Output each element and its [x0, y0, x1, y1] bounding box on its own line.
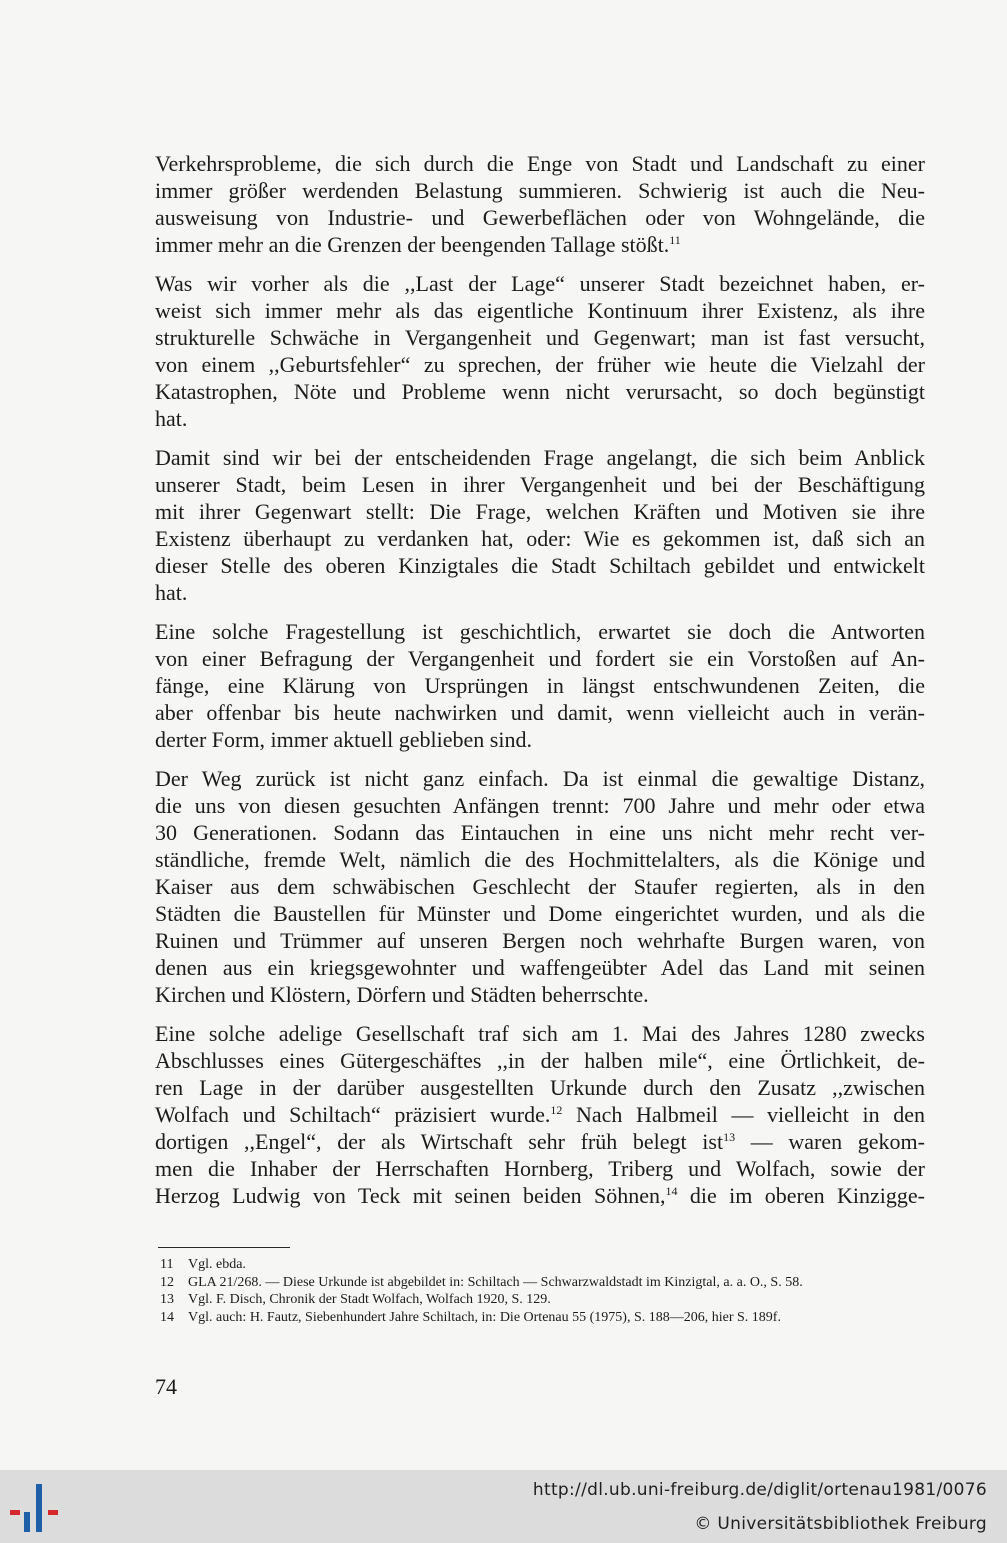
text-segment: Nach Halbmeil — vielleicht in den: [562, 1102, 925, 1127]
text-line: [155, 1182, 925, 1209]
footnote-text: Vgl. F. Disch, Chronik der Stadt Wolfach, Wolfach 1920, S. 129.: [188, 1292, 551, 1307]
paragraph-5: [155, 765, 925, 1008]
text-line: Katastrophen, Nöte und Probleme wenn nicht verursacht, so doch begünstigt: [155, 379, 925, 404]
page-number: 74: [155, 1374, 177, 1399]
text-line: die uns von diesen gesuchten Anfängen trennt: 700 Jahre und mehr oder etwa: [155, 793, 925, 818]
footer-copyright: © Universitätsbibliothek Freiburg: [694, 1514, 987, 1534]
text-line: [155, 1128, 925, 1155]
footnote-reference: 11: [669, 233, 681, 247]
text-line: Eine solche adelige Gesellschaft traf sich am 1. Mai des Jahres 1280 zwecks: [155, 1021, 925, 1046]
text-line: dieser Stelle des oberen Kinzigtales die Stadt Schiltach gebildet und entwickelt: [155, 553, 925, 578]
paragraph-4: [155, 618, 925, 753]
text-line: Eine solche Fragestellung ist geschichtlich, erwartet sie doch die Antworten: [155, 619, 925, 644]
text-segment: die im oberen Kinzigge-: [677, 1183, 925, 1208]
text-line: Städten die Baustellen für Münster und Dome eingerichtet wurden, und als die: [155, 901, 925, 926]
text-line: Kirchen und Klöstern, Dörfern und Städten beherrschte.: [155, 982, 649, 1007]
text-line: Was wir vorher als die ,,Last der Lage“ unserer Stadt bezeichnet haben, er-: [155, 271, 925, 296]
text-line: hat.: [155, 580, 188, 605]
text-line: fänge, eine Klärung von Ursprüngen in längst entschwundenen Zeiten, die: [155, 673, 925, 698]
text-line: immer größer werdenden Belastung summieren. Schwierig ist auch die Neu-: [155, 178, 925, 203]
footnote-reference: 13: [723, 1130, 736, 1144]
footnote-text: Vgl. auch: H. Fautz, Siebenhundert Jahre Schiltach, in: Die Ortenau 55 (1975), S. 188—206, hier S. 189f.: [188, 1309, 781, 1325]
footnote-text: GLA 21/268. — Diese Urkunde ist abgebildet in: Schiltach — Schwarzwaldstadt im Kinzigtal, a. a. O., S. 58.: [188, 1274, 803, 1290]
text-line: men die Inhaber der Herrschaften Hornberg, Triberg und Wolfach, sowie der: [155, 1156, 925, 1181]
footnote-reference: 14: [665, 1184, 678, 1198]
text-line: Ruinen und Trümmer auf unseren Bergen noch wehrhafte Burgen waren, von: [155, 928, 925, 953]
footnote-number: 12: [160, 1274, 174, 1290]
text-segment: dortigen ,,Engel“, der als Wirtschaft sehr früh belegt ist: [155, 1129, 724, 1154]
ub-freiburg-logo-icon: [8, 1480, 64, 1536]
footnote-12: [160, 1274, 926, 1292]
text-line: 30 Generationen. Sodann das Eintauchen in eine uns nicht mehr recht ver-: [155, 820, 925, 845]
footnotes: [160, 1256, 926, 1326]
text-line: derter Form, immer aktuell geblieben sind.: [155, 727, 532, 752]
text-line: ren Lage in der darüber ausgestellten Urkunde durch den Zusatz ,,zwischen: [155, 1075, 925, 1100]
text-line: hat.: [155, 406, 188, 431]
text-segment: immer mehr an die Grenzen der beengenden Tallage stößt.: [155, 232, 670, 257]
text-segment: — waren gekom-: [735, 1129, 925, 1154]
text-line: Abschlusses eines Gütergeschäftes ,,in der halben mile“, eine Örtlichkeit, de-: [155, 1048, 925, 1073]
text-line: denen aus ein kriegsgewohnter und waffengeübter Adel das Land mit seinen: [155, 955, 925, 980]
text-segment: Herzog Ludwig von Teck mit seinen beiden Söhnen,: [155, 1183, 666, 1208]
text-segment: Wolfach und Schiltach“ präzisiert wurde.: [155, 1102, 551, 1127]
text-line: Der Weg zurück ist nicht ganz einfach. Da ist einmal die gewaltige Distanz,: [155, 766, 925, 791]
footnote-13: [160, 1291, 926, 1309]
text-line: unserer Stadt, beim Lesen in ihrer Vergangenheit und bei der Beschäftigung: [155, 472, 925, 497]
text-line: von einem ,,Geburtsfehler“ zu sprechen, der früher wie heute die Vielzahl der: [155, 352, 925, 377]
text-line: weist sich immer mehr als das eigentliche Kontinuum ihrer Existenz, als ihre: [155, 298, 925, 323]
paragraph-6: [155, 1020, 925, 1209]
body-text: [155, 150, 925, 1221]
text-line: von einer Befragung der Vergangenheit und fordert sie ein Vorstoßen auf An-: [155, 646, 925, 671]
footnote-11: [160, 1256, 926, 1274]
footnote-number: 14: [160, 1309, 174, 1325]
text-line: aber offenbar bis heute nachwirken und damit, wenn vielleicht auch in verän-: [155, 700, 925, 725]
text-line: mit ihrer Gegenwart stellt: Die Frage, welchen Kräften und Motiven sie ihre: [155, 499, 925, 524]
footnote-text: Vgl. ebda.: [188, 1257, 246, 1272]
footnote-number: 13: [160, 1292, 174, 1307]
text-line: ausweisung von Industrie- und Gewerbeflächen oder von Wohngelände, die: [155, 205, 925, 230]
text-line: ständliche, fremde Welt, nämlich die des Hochmittelalters, als die Könige und: [155, 847, 925, 872]
footer-url-link[interactable]: http://dl.ub.uni-freiburg.de/diglit/ortenau1981/0076: [532, 1480, 987, 1500]
text-line: Verkehrsprobleme, die sich durch die Enge von Stadt und Landschaft zu einer: [155, 151, 925, 176]
footnote-number: 11: [160, 1257, 174, 1272]
paragraph-3: [155, 444, 925, 606]
paragraph-2: [155, 270, 925, 432]
text-line: Kaiser aus dem schwäbischen Geschlecht der Staufer regierten, als in den: [155, 874, 925, 899]
text-line: [155, 231, 925, 258]
footer-bar: [0, 1470, 1007, 1543]
text-line: Damit sind wir bei der entscheidenden Frage angelangt, die sich beim Anblick: [155, 445, 925, 470]
footnote-reference: 12: [550, 1103, 563, 1117]
text-line: strukturelle Schwäche in Vergangenheit und Gegenwart; man ist fast versucht,: [155, 325, 925, 350]
footnote-divider: [158, 1247, 290, 1248]
text-line: Existenz überhaupt zu verdanken hat, oder: Wie es gekommen ist, daß sich an: [155, 526, 925, 551]
paragraph-1: [155, 150, 925, 258]
footnote-14: [160, 1309, 926, 1327]
text-line: [155, 1101, 925, 1128]
